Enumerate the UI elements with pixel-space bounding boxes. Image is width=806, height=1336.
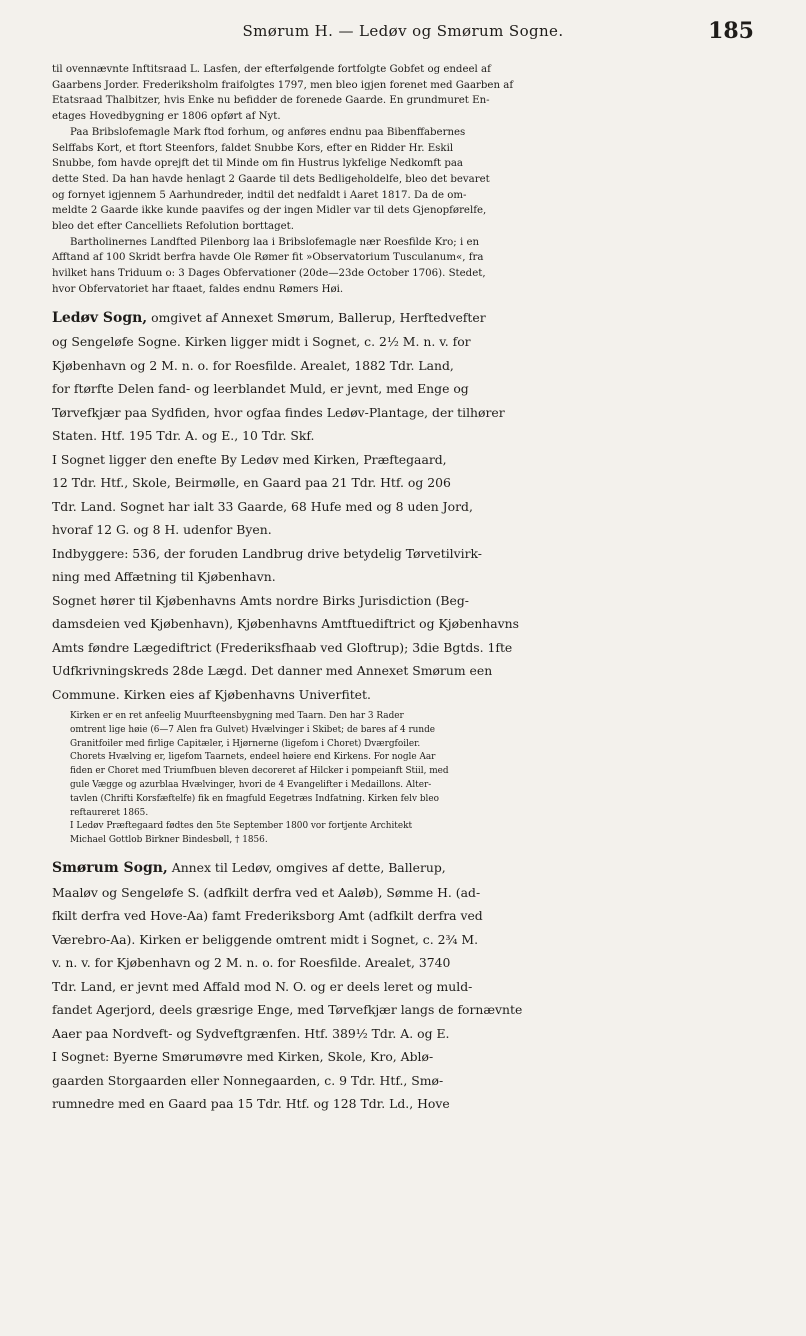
entry-line-text: omgivet af Annexet Smørum, Ballerup, Herftedvefter <box>151 309 486 325</box>
entry-line: Maaløv og Sengeløfe S. (adfkilt derfra ved et Aaløb), Sømme H. (ad- <box>52 884 481 900</box>
entry-line: Værebro-Aa). Kirken er beliggende omtrent midt i Sognet, c. 2¾ M. <box>52 931 479 947</box>
note-line: I Ledøv Præftegaard fødtes den 5te September 1800 vor fortjente Architekt <box>70 821 413 832</box>
text-line: Afftand af 100 Skridt berfra havde Ole Rømer fit »Observatorium Tusculanum«, fra <box>52 252 484 264</box>
entry-line <box>52 858 754 879</box>
entry-line: fandet Agerjord, deels græsrige Enge, med Tørvefkjær langs de fornævnte <box>52 1002 523 1018</box>
note-line: tavlen (Chrifti Korsfæftelfe) fik en fmagfuld Eegetræs Indfatning. Kirken felv bleo <box>70 793 439 804</box>
running-head: Smørum H. — Ledøv og Smørum Sogne. <box>242 22 564 40</box>
note-line: Granitfoiler med firlige Capitæler, i Hjørnerne (ligefom i Choret) Dværgfoiler. <box>70 738 421 749</box>
page-header <box>52 18 754 52</box>
ledov-entry <box>52 308 754 705</box>
text-line: Snubbe, fom havde oprejft det til Minde om fin Hustrus lykfelige Nedkomft paa <box>52 158 464 170</box>
text-line: Paa Bribslofemagle Mark ftod forhum, og anføres endnu paa Bibenffabernes <box>70 126 466 138</box>
page-number: 185 <box>708 18 754 44</box>
note-line: gule Vægge og azurblaa Hvælvinger, hvori de 4 Evangelifter i Medaillons. Alter- <box>70 780 432 791</box>
note-line: Kirken er en ret anfeelig Muurfteensbygning med Taarn. Den har 3 Rader <box>70 711 404 722</box>
text-line: hvilket hans Triduum o: 3 Dages Obfervationer (20de—23de October 1706). Stedet, <box>52 268 486 280</box>
entry-line: og Sengeløfe Sogne. Kirken ligger midt i Sognet, c. 2½ M. n. v. for <box>52 334 471 350</box>
entry-line-text: Annex til Ledøv, omgives af dette, Ballerup, <box>171 860 446 876</box>
note-line: omtrent lige høie (6—7 Alen fra Gulvet) Hvælvinger i Skibet; de bares af 4 runde <box>70 724 436 735</box>
text-line: meldte 2 Gaarde ikke kunde paavifes og der ingen Midler var til dets Gjenopførelfe, <box>52 205 487 217</box>
entry-line: damsdeien ved Kjøbenhavn), Kjøbenhavns Amtftuediftrict og Kjøbenhavns <box>52 616 520 632</box>
note-line: Michael Gottlob Birkner Bindesbøll, † 1856. <box>70 835 268 846</box>
body-text <box>52 62 754 1114</box>
smorum-entry <box>52 858 754 1114</box>
text-line: hvor Obfervatoriet har ftaaet, faldes endnu Rømers Høi. <box>52 283 344 295</box>
entry-line: hvoraf 12 G. og 8 H. udenfor Byen. <box>52 522 272 538</box>
note-line: reftaureret 1865. <box>70 807 149 818</box>
entry-line: Commune. Kirken eies af Kjøbenhavns Univerfitet. <box>52 686 371 702</box>
spacer <box>52 848 754 854</box>
entry-line: Staten. Htf. 195 Tdr. A. og E., 10 Tdr. Skf. <box>52 428 315 444</box>
text-line: Gaarbens Jorder. Frederiksholm fraifolgtes 1797, men bleo igjen forenet med Gaarben af <box>52 79 514 91</box>
text-line: Bartholinernes Landfted Pilenborg laa i Bribslofemagle nær Roesfilde Kro; i en <box>70 236 480 248</box>
entry-line: Indbyggere: 536, der foruden Landbrug drive betydelig Tørvetilvirk- <box>52 545 482 561</box>
entry-line: 12 Tdr. Htf., Skole, Beirmølle, en Gaard paa 21 Tdr. Htf. og 206 <box>52 475 451 491</box>
note-line: fiden er Choret med Triumfbuen bleven decoreret af Hilcker i pompeianft Stiil, med <box>70 766 449 777</box>
entry-heading: Smørum Sogn, <box>52 860 168 877</box>
entry-line <box>52 308 754 329</box>
entry-line: Sognet hører til Kjøbenhavns Amts nordre Birks Jurisdiction (Beg- <box>52 592 469 608</box>
entry-line: I Sognet ligger den enefte By Ledøv med Kirken, Præftegaard, <box>52 451 447 467</box>
entry-heading: Ledøv Sogn, <box>52 309 148 326</box>
text-line: Etatsraad Thalbitzer, hvis Enke nu befidder de forenede Gaarde. En grundmuret En- <box>52 95 490 107</box>
entry-line: fkilt derfra ved Hove-Aa) famt Frederiksborg Amt (adfkilt derfra ved <box>52 908 483 924</box>
entry-line: ning med Affætning til Kjøbenhavn. <box>52 569 276 585</box>
entry-line: Tørvefkjær paa Sydfiden, hvor ogfaa findes Ledøv-Plantage, der tilhører <box>52 404 505 420</box>
entry-line: I Sognet: Byerne Smørumøvre med Kirken, Skole, Kro, Ablø- <box>52 1049 434 1065</box>
entry-line: gaarden Storgaarden eller Nonnegaarden, c. 9 Tdr. Htf., Smø- <box>52 1072 444 1088</box>
entry-line: v. n. v. for Kjøbenhavn og 2 M. n. o. for Roesfilde. Arealet, 3740 <box>52 955 451 971</box>
entry-line: Kjøbenhavn og 2 M. n. o. for Roesfilde. Arealet, 1882 Tdr. Land, <box>52 357 454 373</box>
entry-line: Aaer paa Nordveft- og Sydveftgrænfen. Htf. 389½ Tdr. A. og E. <box>52 1025 450 1041</box>
entry-line: Tdr. Land, er jevnt med Affald mod N. O. og er deels leret og muld- <box>52 978 473 994</box>
church-note <box>52 710 754 848</box>
text-line: bleo det efter Cancelliets Refolution borttaget. <box>52 221 294 233</box>
text-line: etages Hovedbygning er 1806 opført af Nyt. <box>52 111 281 123</box>
entry-line: rumnedre med en Gaard paa 15 Tdr. Htf. og 128 Tdr. Ld., Hove <box>52 1096 450 1112</box>
text-line: dette Sted. Da han havde henlagt 2 Gaarde til dets Bedligeholdelfe, bleo det bevaret <box>52 173 490 185</box>
spacer <box>52 298 754 304</box>
entry-line: Amts føndre Lægediftrict (Frederiksfhaab ved Gloftrup); 3die Bgtds. 1fte <box>52 639 513 655</box>
entry-line: Tdr. Land. Sognet har ialt 33 Gaarde, 68 Hufe med og 8 uden Jord, <box>52 498 473 514</box>
entry-line: for ftørfte Delen fand- og leerblandet Muld, er jevnt, med Enge og <box>52 381 469 397</box>
text-line: til ovennævnte Inftitsraad L. Lasfen, der efterfølgende fortfolgte Gobfet og endeel af <box>52 64 491 75</box>
entry-line: Udfkrivningskreds 28de Lægd. Det danner med Annexet Smørum een <box>52 663 493 679</box>
note-line: Chorets Hvælving er, ligefom Taarnets, endeel høiere end Kirkens. For nogle Aar <box>70 752 436 763</box>
top-block <box>52 62 754 298</box>
text-line: Selffabs Kort, et ftort Steenfors, faldet Snubbe Kors, efter en Ridder Hr. Eskil <box>52 142 454 154</box>
text-line: og fornyet igjennem 5 Aarhundreder, indtil det nedfaldt i Aaret 1817. Da de om- <box>52 189 467 201</box>
